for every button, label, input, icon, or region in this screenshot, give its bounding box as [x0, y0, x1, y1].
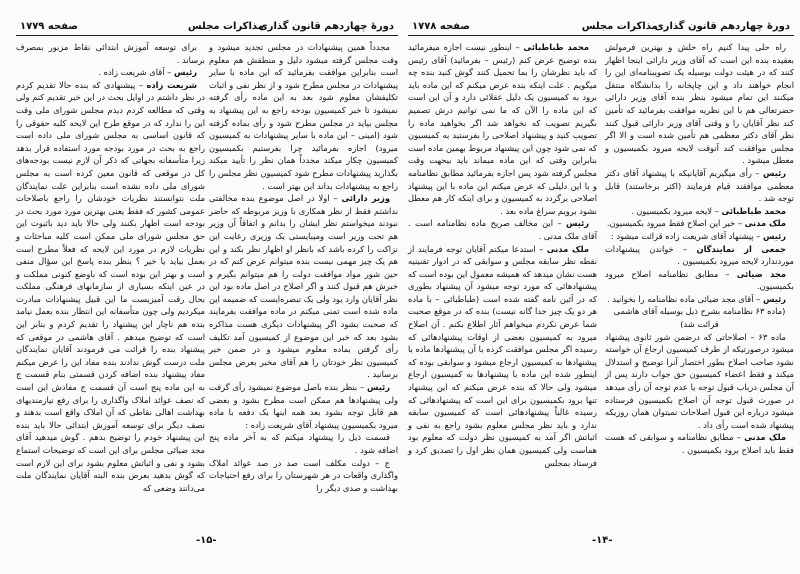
- speaker-dash: –: [553, 218, 566, 229]
- speaker-name: رئیس: [173, 67, 197, 78]
- speaker-name: ملک مدنی: [546, 243, 589, 254]
- header-title: مذاکرات مجلس: [187, 21, 264, 32]
- text-column-left: [16, 41, 205, 494]
- paragraph: [209, 41, 398, 192]
- paragraph-text: راه حلی پیدا کنیم راه حلش و بهترین فرمولش بعقیده بنده این است که آقای وزیر دارائی اینجا اظهار کنند که در هیئت دولت بوسیله یک تصویبنامه‌ای این را انجام خواهند داد و این چاپخانه را بدانشگاه منتقل میکنند این تمام میشود بنظر بنده آقای وزیر دارائی حضرتعالی هم با این نظریه موافقت بفرمائید که تأمین کند نظر آقایان را و وقتی آقای وزیر دارائی قبول کنند نظر آقای دکتر معظمی هم تأمین شده است و الا اگر مجلس موافقت کند آنوقت لایحه میرود بکمیسیون و معطل میشود .: [605, 42, 794, 166]
- speaker-name: رئیس: [762, 230, 786, 241]
- page-1778: [408, 0, 794, 574]
- speaker-dash: –: [712, 205, 722, 216]
- speaker-dash: –: [511, 42, 524, 52]
- speaker-name: شریعت زاده: [146, 79, 197, 90]
- paragraph: [408, 243, 597, 470]
- text-column-right: [209, 41, 398, 494]
- speaker-name: محمد طباطبائی: [523, 42, 589, 52]
- paragraph-text: (ماده ۶۳ نظامنامه بشرح ذیل بوسیله آقای هاشمی قرائت شد): [613, 306, 786, 330]
- page-header: [16, 18, 398, 36]
- paragraph-text: مجدداً همین پیشنهادات در مجلس تجدید میشود و وقت مجلس گرفته میشود دلیل و منطقش هم معلوم است بنابراین موافقت بفرمائید که این ماده با سایر پیشنهادات در مجلس مطرح شود و از نظر نفی و اثبات تکلیفشان معلوم شود بعد به این ماده رأی گرفته نمیشود تا خبر کمیسیون بودجه راجع به این پیشنهاد به مجلس بیاید در مجلس مطرح شود و رأی بماده گرفته شود (امینی – این ماده با سایر پیشنهادات به کمیسیون میرود) اجازه بفرمائید چرا بفرستیم بکمیسیون کمیسیون چکار میکند مجدداً همان نظر را تأیید میکند بگذارید پیشنهادات مطرح شود کمیسیون نظر مجلس را راجع به پیشنهادات بداند این بهتر است .: [209, 42, 398, 191]
- paragraph: [605, 268, 794, 293]
- paragraph-text: لایحه میرود بکمیسیون .: [630, 205, 713, 216]
- paragraph-text: آقای مجد ضیائی ماده نظامنامه را بخوانید .: [606, 293, 754, 304]
- speaker-dash: –: [753, 230, 763, 241]
- paragraph: [605, 167, 794, 205]
- paragraph-text: رأی میگیریم آقایانیکه با پیشنهاد آقای دکتر معظمی موافقند قیام فرمایند (اکثر برخاستند) قابل توجه شد .: [605, 167, 794, 204]
- page-header: [408, 18, 794, 36]
- paragraph: [605, 205, 794, 218]
- speaker-name: جمعی از نمایندگان: [696, 243, 786, 254]
- speaker-name: محمد طباطبائی: [721, 205, 786, 216]
- paragraph: [16, 41, 205, 66]
- paragraph: [408, 41, 597, 217]
- speaker-name: رئیس: [762, 167, 786, 178]
- header-period: دورهٔ چهاردهم قانون گذاری: [258, 21, 394, 32]
- paragraph: [605, 331, 794, 432]
- page-number: -۱۵-: [196, 535, 217, 546]
- speaker-name: مجد ضیائی: [736, 268, 786, 279]
- page-number: -۱۴-: [592, 535, 613, 546]
- speaker-name: رئیس: [565, 218, 589, 229]
- paragraph: [605, 230, 794, 243]
- paragraph: [605, 243, 794, 268]
- page-1779: [16, 0, 398, 574]
- speaker-dash: –: [753, 293, 763, 304]
- paragraph: [209, 431, 398, 456]
- speaker-name: ملک مدنی: [744, 432, 786, 443]
- paragraph: [16, 66, 205, 79]
- paragraph: [605, 41, 794, 167]
- paragraph: [209, 192, 398, 381]
- paragraph: [209, 457, 398, 495]
- text-column-right: [605, 41, 794, 457]
- text-column-left: [408, 41, 597, 469]
- speaker-name: رئیس: [762, 293, 786, 304]
- speaker-dash: –: [329, 193, 342, 204]
- paragraph-text: استدعا میکنم آقایان توجه فرمایند از نقطه نظر سابقه مجلس و سوابقی که در ادوار تقنینیه هست نشان میدهد که همیشه معمول این بوده است که پیشنهادهائی که مورد توجه میشود آن پیشنهاد بطوری که در آئین نامه گفته شده است (طباطبائی – با ماده هر دو یک چیز جدا گانه نیست) بنده که در موقع صحبت شما عرض نکردم میخواهم آثار اطلاع بکنم . آن اصلاح میرود به کمیسیون بعضی از اوقات پیشنهادهائی که رسیده اگر مجلس موافقت کرده با آن پیشنهادها ماده با پیشنهادها به کمیسیون ارجاع میشود و سوابقی بوده که اینطور شده این ماده با پیشنهادها به کمیسیون ارجاع میشود ولی حالا که بنده عرض میکنم که این پیشنهاد تنها برود بکمیسیون برای این است که پیشنهادهائی که رسیده غالباً پیشنهادهائی است که کمیسیون سابقه ندارد و باید نظر مجلس معلوم بشود راجع به نفی و اثباتش اگر آمد به کمیسیون نظر دولت که معلوم بود هماست ولی کمیسیون همان نظر اول را تصدیق کرد و فرستاد بمجلس: [408, 243, 597, 468]
- speaker-dash: –: [733, 432, 745, 443]
- paragraph-text: خیر این اصلاح فقط میرود بکمیسیون.: [606, 218, 736, 229]
- speaker-dash: –: [751, 167, 763, 178]
- speaker-name: رئیس: [366, 382, 390, 393]
- paragraph-text: اینطور نیست اجازه میفرمائید بنده توضیح عرض کنم (رئیس – بفرمائید) آقای رئیس که باید نظرشان را بما تحمیل کنند گوش کنید بنده چه میگویم . علت اینکه بنده عرض میکنم که این ماده باید برود به کمیسیون یک دلیل عقلائی دارد و آن این است که این ماده را الآن که ما نمی توانیم درش تصمیم بگیریم تصویب که نخواهد شد اگر بخواهید ماده را تصویب کنید و پیشنهاد اصلاحی را بفرستید به کمیسیون که نمی شود چون این پیشنهاد مربوط بهمین ماده است بنابراین وقتی که این ماده میماند باید بیجهت وقت مجلس گرفته شود پس اجازه بفرمائید مطابق نظامنامه و با این دلیلی که عرض میکنم این ماده با این پیشنهاد اصلاحی برگردد به کمیسیون و برای اینکه کار هم معطل نشود برویم سراغ ماده بعد .: [408, 42, 597, 216]
- paragraph: [209, 381, 398, 431]
- speaker-dash: –: [673, 243, 697, 254]
- speaker-dash: –: [135, 79, 147, 90]
- paragraph-text: اولا در اصل موضوع بنده مخالفتی نداشتم فقط از نظر همکاری با وزیر مربوطه که حاضر نبودند میخواستم نظر ایشان را بدانم و اتفاقاً آن وزیر هم تحت وزیر است ومیبایستی یک وزیری رعایت این نزاکت را کرده باشد که بانظر او اظهار نظر بکند و این هم یک چیز مهمی نیست بنده میتوانم عرض کنم که در حین شور مواد موافقت دولت را هم میتوانم بگیرم و خبرش هم قبول کنند و اگر اصلاح در اصل ماده بود این نظر آقایان وارد بود ولی یک تبصره‌ایست که ضمیمه این ماده شده است تمنی میکنم در ماده موافقت بفرمایند که صحبت بشود اگر پیشنهادات دیگری هست مذاکره بشود بعد که خبر این موضوع از کمیسیون آمد تکلیف رأی گرفتن بماده معلوم میشود و در ضمن خبر کمیسیون نظر خودتان را هم آقای مخبر بعرض مجلس برسانید .: [209, 193, 398, 380]
- paragraph-text: مطابق نظامنامه و سوابقی که هست فقط باید اصلاح برود بکمیسیون .: [605, 432, 794, 455]
- paragraph-text: پیشنهادی که بنده حالا تقدیم کردم در نظر داشتم در اوایل بحث در این خبر تقدیم کنم ولی وقتی که مطالعه کردم دیدم مجلس شورای ملی وقت این را ندارد که در موقع طرح این لایحه کلیه حقوقی را که قانون اساسی به مجلس شورای ملی داده است راجع به بحث در مورد بودجه مورد استفاده قرار بدهد زیرا متأسفانه بجهاتی که ذکر آن لازم نیست بودجه‌های کل در موقعی که قانون معین کرده است به مجلس شورای ملی داده نشده است بنابراین علت نمایندگان ملت نتوانستند نظریات خودشان را راجع باصلاحات عمومی کشور که فقط یعنی بهترین مورد مورد بحث در بودجه است اظهار بکنند ولی حالا باید دید باثبوت این حق مجلس شورای ملی ممکن است کلیه مباحثات و نظریات لازم در مورد این لایحه که فعلاً مطرح است بعمل بیاید یا خیر ؟ بنظر بنده پاسخ این سؤال منفی است و بهتر این بوده است که باوضع کنونی مملکت و در عین اینکه بسیاری از سازمانهای فرهنگی مملکت بحال رقت آمیزیست ما این قبیل پیشنهادات مبادرت میکردیم ولی چون متأسفانه این انتظار بنده بعمل نیامد بنده هم ناچار این پیشنهاد را تقدیم کردم و بنابر این است که توضیح میدهم . آقای هاشمی در موقعی که پیشنهاد بنده را قرائت می فرمودند آقایان نمایندگان ملت درست گوش ندادند بنده مفاد این را عرض میکنم مفاد پیشنهاد بنده اضافه کردن قسمتی بنام قسمت ج به این ماده پنج است آن قسمت ج مفادش این است که نصف عوائد املاک واگذاری را برای رفع نیازمندیهای بهداشت اهالی نقاطی که آن املاک واقع است بدهند و نصف دیگر برای توسعه آموزش ابتدائی حالا باید بنده این پیشنهاد خودم را توضیح بدهم . گوش میدهید آقای مجد ضیائی مجلس برای این است که توضیحات استماع بشود و نفی و اثباتش معلوم بشود برای این لازم است که گوش بدهید بعرض بنده البته آقایان نمایندگان ملت می‌دانند وضعی که: [16, 79, 205, 493]
- paragraph: [605, 305, 794, 330]
- paragraph-text: آقای شریعت زاده .: [98, 67, 165, 78]
- paragraph-text: پیشنهاد آقای شریعت زاده قرائت میشود :: [610, 230, 754, 241]
- speaker-name: وزیر دارائی: [341, 193, 390, 204]
- paragraph: [605, 217, 794, 230]
- header-page-label: صفحه ۱۷۷۹: [20, 21, 79, 32]
- header-title: مذاکرات مجلس: [581, 21, 658, 32]
- paragraph-text: قسمت ذیل را پیشنهاد میکنم که به آخر ماده پنج اضافه شود .: [209, 432, 398, 455]
- speaker-dash: –: [535, 243, 547, 254]
- header-period: دورهٔ چهاردهم قانون گذاری: [654, 21, 790, 32]
- paragraph: [408, 217, 597, 242]
- speaker-name: ملک مدنی: [744, 218, 786, 229]
- paragraph-text: خواندن پیشنهادات موردندارد لایحه میرود بکمیسیون .: [605, 243, 794, 267]
- paragraph-text: ج – دولت مکلف است صد در صد عوائد املاک واگذاری واقعات در هر شهرستان را برای رفع احتیاجات بهداشت و صدی دیگر را: [209, 457, 398, 493]
- paragraph-text: برای توسعه آموزش ابتدائی نقاط مزبور بمصرف برساند .: [16, 42, 205, 65]
- speaker-dash: –: [718, 268, 737, 279]
- paragraph-text: این مخالف صریح ماده نظامنامه است . آقای ملک مدنی .: [408, 218, 597, 241]
- speaker-dash: –: [357, 382, 367, 393]
- speaker-dash: –: [735, 218, 745, 229]
- header-page-label: صفحه ۱۷۷۸: [412, 21, 471, 32]
- paragraph-text: مطابق نظامنامه اصلاح میرود بکمیسیون.: [605, 268, 794, 292]
- paragraph: [16, 79, 205, 495]
- paragraph-text: بنظر بنده باصل موضوع نمیشود رأی گرفت ولی پیشنهادها هم ممکن است مطرح بشود و بعضی هم قابل توجه بشود بعد همه اینها یک دفعه با ماده میرود بکمیسیون پیشنهاد آقای شریعت زاده :: [209, 382, 398, 430]
- paragraph: [605, 431, 794, 456]
- speaker-dash: –: [164, 67, 174, 78]
- paragraph-text: ماده ۶۳ – اصلاحاتی که درضمن شور ثانوی پیشنهاد میشود درصورتیکه از طرف کمیسیون ارجاع آن خواسته نشود صاحب اصلاح بطور اختصار آنرا توضیح و استدلال میکند و فقط اعضاء کمیسیون حق جواب دارند پس از آن مجلس درباب قبول توجه یا عدم توجه آن رأی میدهد در صورت قبول توجه آن اصلاح بکمیسیون فرستاده میشود درباره این قبول اصلاحات نمیتوان همان روزیکه پیشنهاد شده است رأی داد .: [605, 331, 794, 430]
- paragraph: [605, 293, 794, 306]
